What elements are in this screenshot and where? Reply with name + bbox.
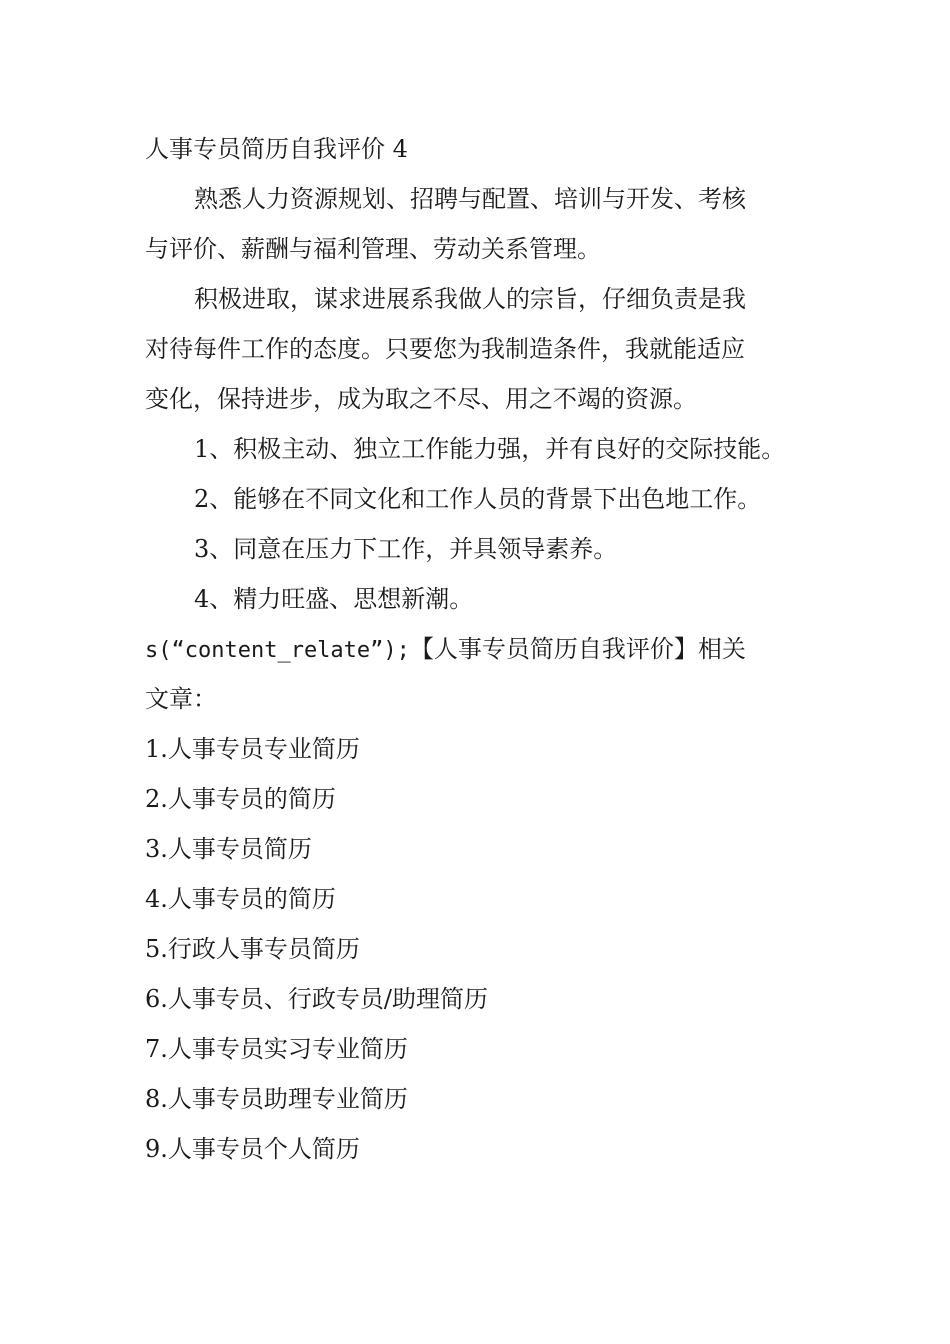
related-link-7[interactable]: 7.人事专员实习专业简历 xyxy=(145,1035,408,1063)
related-link-9[interactable]: 9.人事专员个人简历 xyxy=(145,1135,360,1163)
related-heading-continued: 文章： xyxy=(145,685,217,713)
document-body xyxy=(145,124,810,1174)
list-item: 3、同意在压力下工作，并具领导素养。 xyxy=(194,535,618,563)
related-script-text: s(“content_relate”); xyxy=(145,638,410,663)
related-link-5[interactable]: 5.行政人事专员简历 xyxy=(145,935,360,963)
related-link-3[interactable]: 3.人事专员简历 xyxy=(145,835,312,863)
document-title: 人事专员简历自我评价 4 xyxy=(145,135,408,163)
related-heading-text: 【人事专员简历自我评价】相关 xyxy=(409,635,746,663)
related-link-2[interactable]: 2.人事专员的简历 xyxy=(145,785,336,813)
paragraph-line: 变化，保持进步，成为取之不尽、用之不竭的资源。 xyxy=(145,385,697,413)
list-item: 4、精力旺盛、思想新潮。 xyxy=(194,585,474,613)
paragraph-line: 对待每件工作的态度。只要您为我制造条件，我就能适应 xyxy=(145,335,745,363)
related-link-6[interactable]: 6.人事专员、行政专员/助理简历 xyxy=(145,985,488,1013)
list-item: 2、能够在不同文化和工作人员的背景下出色地工作。 xyxy=(194,485,762,513)
paragraph-line: 与评价、薪酬与福利管理、劳动关系管理。 xyxy=(145,235,601,263)
related-link-8[interactable]: 8.人事专员助理专业简历 xyxy=(145,1085,408,1113)
paragraph-line: 积极进取，谋求进展系我做人的宗旨，仔细负责是我 xyxy=(194,285,746,313)
paragraph-line: 熟悉人力资源规划、招聘与配置、培训与开发、考核 xyxy=(194,185,746,213)
paragraph-skills xyxy=(145,174,810,274)
list-item: 1、积极主动、独立工作能力强，并有良好的交际技能。 xyxy=(194,435,786,463)
related-link-1[interactable]: 1.人事专员专业简历 xyxy=(145,735,360,763)
related-heading xyxy=(145,624,810,674)
related-link-4[interactable]: 4.人事专员的简历 xyxy=(145,885,336,913)
paragraph-attitude xyxy=(145,274,810,424)
